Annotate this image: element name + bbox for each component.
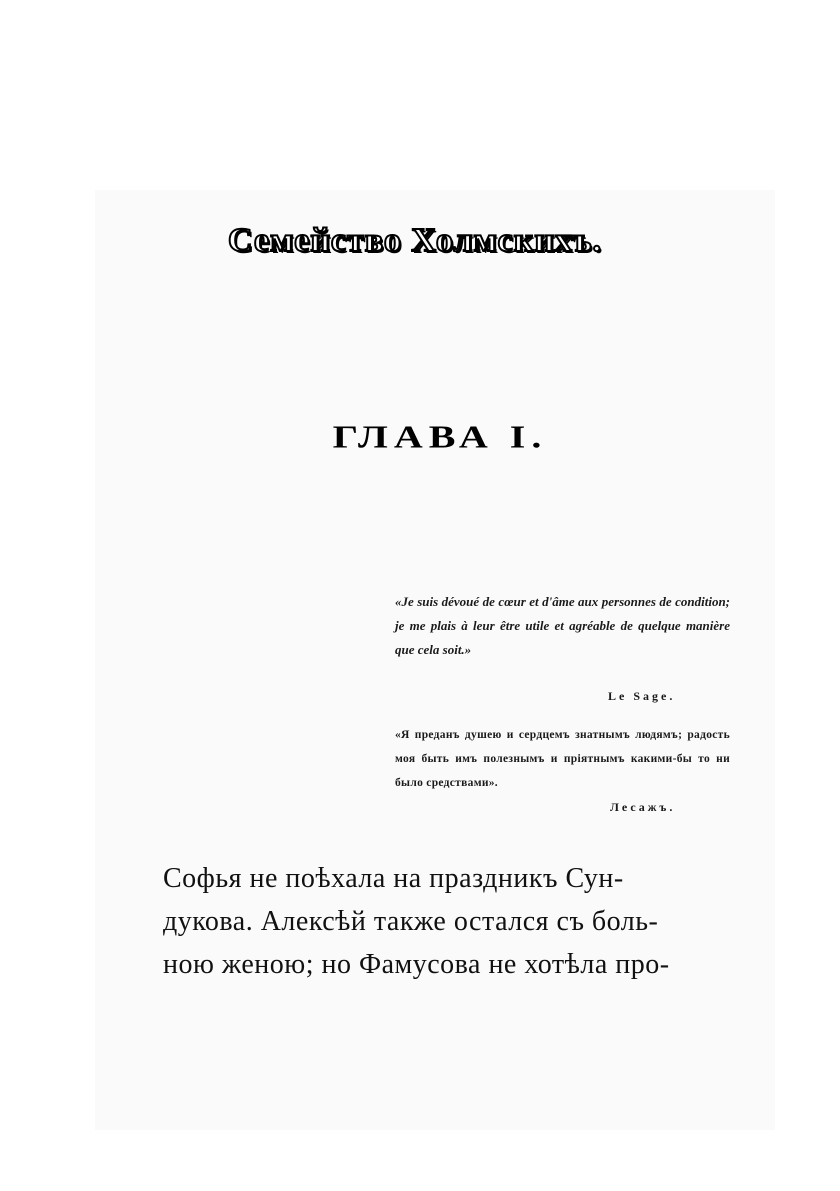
epigraph-russian-attribution: Лесажъ.: [610, 800, 676, 814]
body-text-line: ною женою; но Фамусова не хотѣла про-: [163, 949, 670, 980]
chapter-heading: ГЛАВА I.: [332, 418, 548, 455]
epigraph-french: «Je suis dévoué de cœur et d'âme aux personnes de condition; je me plais à leur être utile et agréable de quelque manière que cela soit.»: [395, 594, 730, 657]
body-text-line: дукова. Алексѣй также остался съ боль-: [163, 906, 659, 937]
epigraph-french-attribution: Le Sage.: [608, 689, 676, 703]
body-text-line: Софья не поѣхала на праздникъ Сун-: [163, 863, 624, 894]
epigraph-russian: «Я преданъ душею и сердцемъ знатнымъ людямъ; радость моя быть имъ полезнымъ и пріятнымъ какими-бы то ни было средствами».: [395, 729, 730, 789]
running-title: Семейство Холмскихъ.: [228, 222, 602, 259]
